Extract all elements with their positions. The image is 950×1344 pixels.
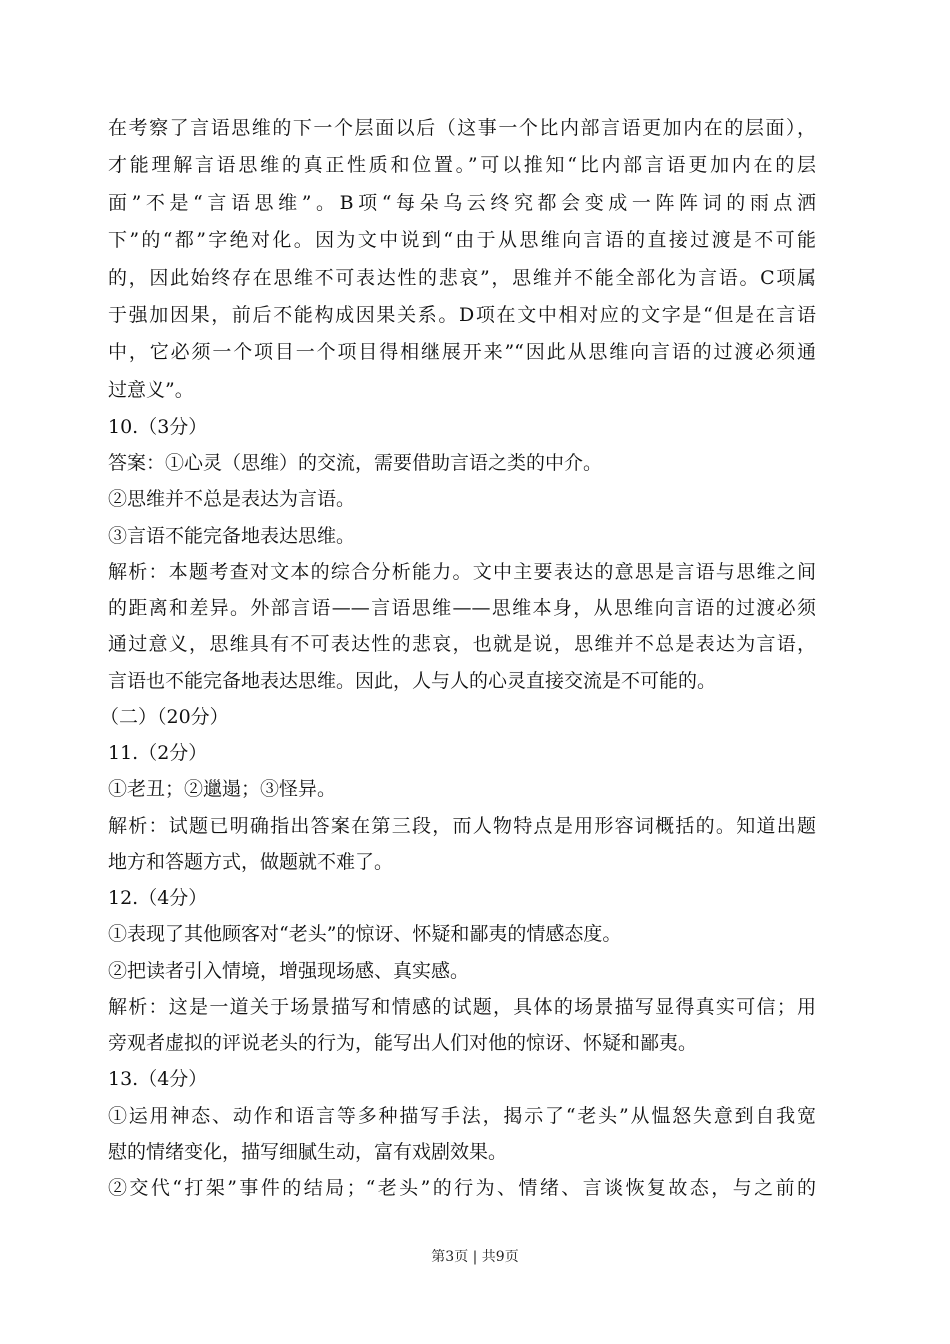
text-line: 11.（2分） <box>108 742 208 765</box>
text-line: ③言语不能完备地表达思维。 <box>108 524 356 547</box>
text-line: 通过意义，思维具有不可表达性的悲哀，也就是说，思维并不总是表达为言语， <box>108 633 816 656</box>
text-line: 在考察了言语思维的下一个层面以后（这事一个比内部言语更加内在的层面）， <box>108 117 816 139</box>
text-line: 的距离和差异。外部言语——言语思维——思维本身，从思维向言语的过渡必须 <box>108 597 816 620</box>
text-line: 面”不是“言语思维”。B项“每朵乌云终究都会变成一阵阵词的雨点洒 <box>108 191 816 214</box>
text-line: ①表现了其他顾客对“老头”的惊讶、怀疑和鄙夷的情感态度。 <box>108 923 622 946</box>
text-line: ①老丑；②邋遢；③怪异。 <box>108 778 337 801</box>
text-line: ②把读者引入情境，增强现场感、真实感。 <box>108 959 470 982</box>
text-line: 解析：本题考查对文本的综合分析能力。文中主要表达的意思是言语与思维之间 <box>108 560 816 583</box>
text-line: ②交代“打架”事件的结局；“老头”的行为、情绪、言谈恢复故态，与之前的 <box>108 1177 816 1200</box>
text-line: 下”的“都”字绝对化。因为文中说到“由于从思维向言语的直接过渡是不可能 <box>108 229 816 252</box>
text-line: 的，因此始终存在思维不可表达性的悲哀”，思维并不能全部化为言语。C项属 <box>108 266 816 289</box>
text-line: 于强加因果，前后不能构成因果关系。D项在文中相对应的文字是“但是在言语 <box>108 304 816 326</box>
text-line: （二）（20分） <box>100 705 229 728</box>
text-line: 解析：试题已明确指出答案在第三段，而人物特点是用形容词概括的。知道出题 <box>108 814 816 837</box>
text-line: ②思维并不总是表达为言语。 <box>108 488 356 511</box>
text-line: ①运用神态、动作和语言等多种描写手法，揭示了“老头”从愠怒失意到自我宽 <box>108 1104 816 1127</box>
text-line: 才能理解言语思维的真正性质和位置。”可以推知“比内部言语更加内在的层 <box>108 154 816 177</box>
text-line: 地方和答题方式，做题就不难了。 <box>108 850 394 873</box>
text-line: 旁观者虚拟的评说老头的行为，能写出人们对他的惊讶、怀疑和鄙夷。 <box>108 1032 698 1055</box>
text-line: 13.（4分） <box>108 1068 208 1091</box>
text-line: 解析：这是一道关于场景描写和情感的试题，具体的场景描写显得真实可信；用 <box>108 995 816 1018</box>
text-line: 过意义”。 <box>108 378 194 401</box>
page-footer: 第3页 | 共9页 <box>431 1249 519 1265</box>
text-line: 中，它必须一个项目一个项目得相继展开来”“因此从思维向言语的过渡必须通 <box>108 341 816 364</box>
text-line: 慰的情绪变化，描写细腻生动，富有戏剧效果。 <box>108 1140 508 1163</box>
text-line: 10.（3分） <box>108 416 208 439</box>
text-line: 12.（4分） <box>108 887 208 910</box>
text-line: 答案：①心灵（思维）的交流，需要借助言语之类的中介。 <box>108 452 603 475</box>
text-line: 言语也不能完备地表达思维。因此，人与人的心灵直接交流是不可能的。 <box>108 669 717 692</box>
